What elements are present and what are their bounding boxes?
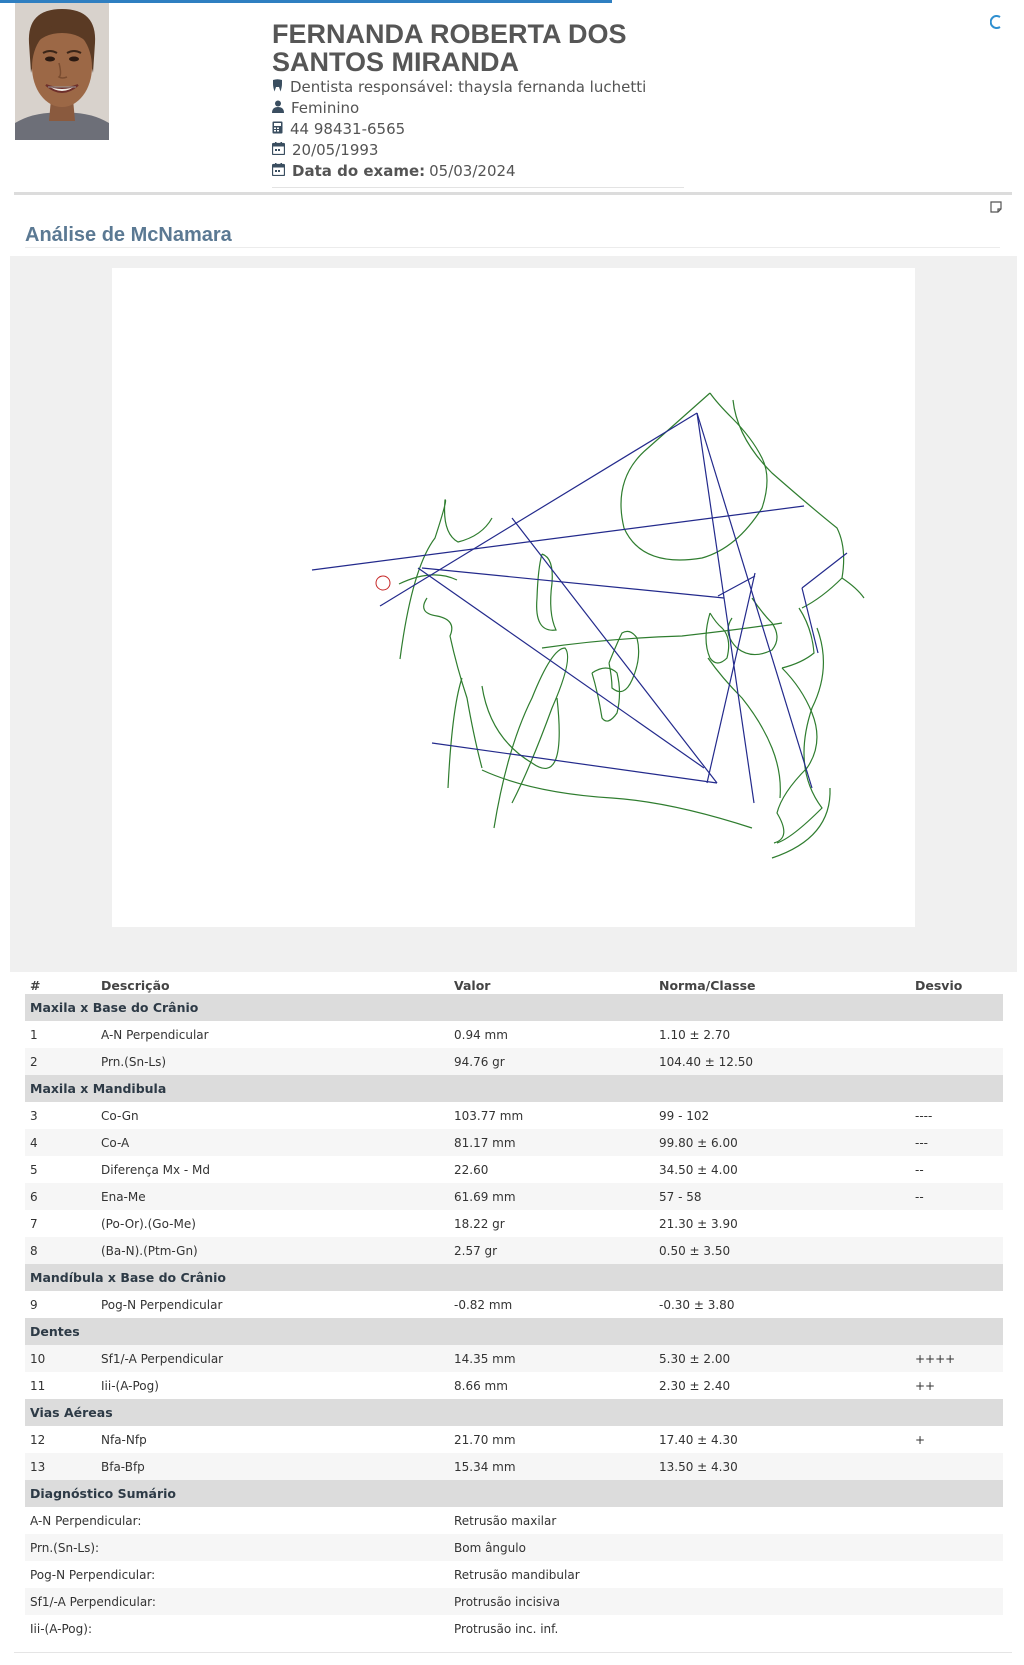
summary-label: Iii-(A-Pog):: [30, 1621, 92, 1636]
group-row: [25, 994, 1003, 1021]
title-divider: [25, 247, 1000, 248]
soft-tissue-tracing: [399, 393, 864, 858]
table-row: [25, 1102, 1003, 1129]
table-header: [25, 972, 1003, 994]
row-val: 22.60: [454, 1162, 489, 1177]
table-row: [25, 1237, 1003, 1264]
row-val: 8.66 mm: [454, 1378, 508, 1393]
row-val: 0.94 mm: [454, 1027, 508, 1042]
patient-name: FERNANDA ROBERTA DOS SANTOS MIRANDA: [272, 19, 627, 77]
col-val: Valor: [454, 977, 491, 993]
row-val: 21.70 mm: [454, 1432, 516, 1447]
row-desc: Ena-Me: [98, 1183, 449, 1210]
table-row: [25, 1129, 1003, 1156]
row-norm: 99.80 ± 6.00: [654, 1129, 912, 1156]
summary-value: Bom ângulo: [449, 1534, 1003, 1561]
table-row: [25, 1210, 1003, 1237]
row-val: 14.35 mm: [449, 1345, 654, 1372]
row-desc: Sf1/-A Perpendicular: [98, 1345, 449, 1372]
row-val: 103.77 mm: [454, 1108, 524, 1123]
row-num: 10: [25, 1345, 98, 1372]
row-dev: +: [915, 1432, 926, 1447]
row-norm: 13.50 ± 4.30: [654, 1453, 912, 1480]
gender-text: Feminino: [291, 98, 360, 117]
summary-row: [25, 1561, 1003, 1588]
row-norm: -0.30 ± 3.80: [659, 1297, 735, 1312]
row-num: 8: [25, 1237, 98, 1264]
row-desc: Iii-(A-Pog): [101, 1378, 159, 1393]
row-desc: A-N Perpendicular: [101, 1027, 209, 1042]
row-num: 6: [25, 1183, 98, 1210]
row-val: 15.34 mm: [449, 1453, 654, 1480]
row-dev: --: [912, 1183, 1003, 1210]
summary-label: A-N Perpendicular:: [30, 1513, 142, 1528]
patient-photo: [15, 3, 109, 140]
group-name: Dentes: [25, 1318, 1003, 1345]
summary-value: Retrusão mandibular: [454, 1567, 580, 1582]
summary-row: [25, 1588, 1003, 1615]
group-row: [25, 1318, 1003, 1345]
row-dev: [912, 1048, 1003, 1075]
row-dev: ----: [915, 1108, 933, 1123]
row-num: 9: [30, 1297, 38, 1312]
row-norm: 34.50 ± 4.00: [659, 1162, 738, 1177]
table-row: [25, 1021, 1003, 1048]
porion-marker: [376, 576, 390, 590]
row-dev: --: [915, 1162, 924, 1177]
row-desc: Bfa-Bfp: [98, 1453, 449, 1480]
exam-date-text: 05/03/2024: [429, 161, 516, 180]
summary-row: [25, 1534, 1003, 1561]
group-name: Maxila x Base do Crânio: [25, 994, 1003, 1021]
birth-date-text: 20/05/1993: [292, 140, 379, 159]
row-norm: 21.30 ± 3.90: [659, 1216, 738, 1231]
summary-label: Prn.(Sn-Ls):: [25, 1534, 449, 1561]
calendar-icon: [272, 162, 292, 180]
summary-value: Protrusão incisiva: [449, 1588, 1003, 1615]
patient-info: [272, 76, 684, 188]
row-dev: ++: [915, 1378, 936, 1393]
row-norm: 0.50 ± 3.50: [654, 1237, 912, 1264]
row-norm: 57 - 58: [654, 1183, 912, 1210]
table-row: [25, 1426, 1003, 1453]
phone-icon: [272, 120, 290, 138]
row-dev: [912, 1291, 1003, 1318]
loading-spinner-icon: [990, 14, 1004, 28]
group-row: [25, 1075, 1003, 1102]
row-norm: 17.40 ± 4.30: [659, 1432, 738, 1447]
row-desc: Nfa-Nfp: [101, 1432, 147, 1447]
dentist-row: [272, 76, 684, 97]
row-num: 4: [25, 1129, 98, 1156]
row-norm: 2.30 ± 2.40: [659, 1378, 731, 1393]
table-row: [25, 1156, 1003, 1183]
row-num: 7: [30, 1216, 38, 1231]
row-val: 2.57 gr: [449, 1237, 654, 1264]
table-row: [25, 1291, 1003, 1318]
row-desc: Prn.(Sn-Ls): [98, 1048, 449, 1075]
summary-label: Sf1/-A Perpendicular:: [25, 1588, 449, 1615]
analysis-title: Análise de McNamara: [25, 224, 232, 246]
row-desc: Co-Gn: [101, 1108, 139, 1123]
row-num: 2: [25, 1048, 98, 1075]
table-row: [25, 1183, 1003, 1210]
note-icon[interactable]: [990, 198, 1002, 210]
row-desc: Pog-N Perpendicular: [101, 1297, 223, 1312]
row-num: 3: [30, 1108, 38, 1123]
row-norm: 1.10 ± 2.70: [659, 1027, 731, 1042]
row-norm: 104.40 ± 12.50: [654, 1048, 912, 1075]
row-desc: Co-A: [98, 1129, 449, 1156]
exam-row: [272, 160, 684, 181]
summary-value: Retrusão maxilar: [454, 1513, 557, 1528]
row-dev: [912, 1210, 1003, 1237]
summary-row: [25, 1615, 1003, 1642]
table-row: [25, 1372, 1003, 1399]
col-norm: Norma/Classe: [659, 977, 756, 993]
tooth-icon: [272, 78, 290, 96]
user-icon: [272, 99, 291, 117]
row-dev: ++++: [912, 1345, 1003, 1372]
table-row: [25, 1048, 1003, 1075]
group-row: [25, 1399, 1003, 1426]
row-dev: ---: [912, 1129, 1003, 1156]
row-num: 1: [30, 1027, 38, 1042]
cephalometric-tracing: [112, 268, 915, 927]
row-dev: [912, 1021, 1003, 1048]
row-num: 11: [30, 1378, 46, 1393]
summary-label: Pog-N Perpendicular:: [30, 1567, 156, 1582]
group-name: Mandíbula x Base do Crânio: [25, 1264, 1003, 1291]
row-num: 13: [25, 1453, 98, 1480]
row-desc: (Po-Or).(Go-Me): [101, 1216, 196, 1231]
col-dev: Desvio: [915, 977, 963, 993]
row-dev: [912, 1453, 1003, 1480]
group-row: [25, 1480, 1003, 1507]
row-num: 12: [30, 1432, 46, 1447]
table-row: [25, 1453, 1003, 1480]
row-val: 18.22 gr: [454, 1216, 505, 1231]
exam-date-label: Data do exame:: [292, 161, 426, 180]
row-val: 61.69 mm: [449, 1183, 654, 1210]
row-num: 5: [30, 1162, 38, 1177]
calendar-icon: [272, 141, 292, 159]
col-desc: Descrição: [101, 977, 170, 993]
row-norm: 5.30 ± 2.00: [654, 1345, 912, 1372]
table-row: [25, 1345, 1003, 1372]
summary-value: Protrusão inc. inf.: [454, 1621, 559, 1636]
col-num: #: [30, 977, 41, 993]
group-name: Maxila x Mandibula: [25, 1075, 1003, 1102]
group-row: [25, 1264, 1003, 1291]
birth-row: [272, 139, 684, 160]
row-dev: [912, 1237, 1003, 1264]
dentist-text: Dentista responsável: thaysla fernanda luchetti: [290, 77, 647, 96]
group-name: Diagnóstico Sumário: [25, 1480, 1003, 1507]
row-desc: (Ba-N).(Ptm-Gn): [98, 1237, 449, 1264]
row-val: -0.82 mm: [454, 1297, 513, 1312]
analysis-table: [25, 972, 1003, 1642]
phone-text: 44 98431-6565: [290, 119, 406, 138]
group-name: Vias Aéreas: [25, 1399, 1003, 1426]
row-val: 81.17 mm: [449, 1129, 654, 1156]
phone-row: [272, 118, 684, 139]
summary-row: [25, 1507, 1003, 1534]
row-desc: Diferença Mx - Md: [101, 1162, 210, 1177]
row-val: 94.76 gr: [449, 1048, 654, 1075]
gender-row: [272, 97, 684, 118]
row-norm: 99 - 102: [659, 1108, 710, 1123]
